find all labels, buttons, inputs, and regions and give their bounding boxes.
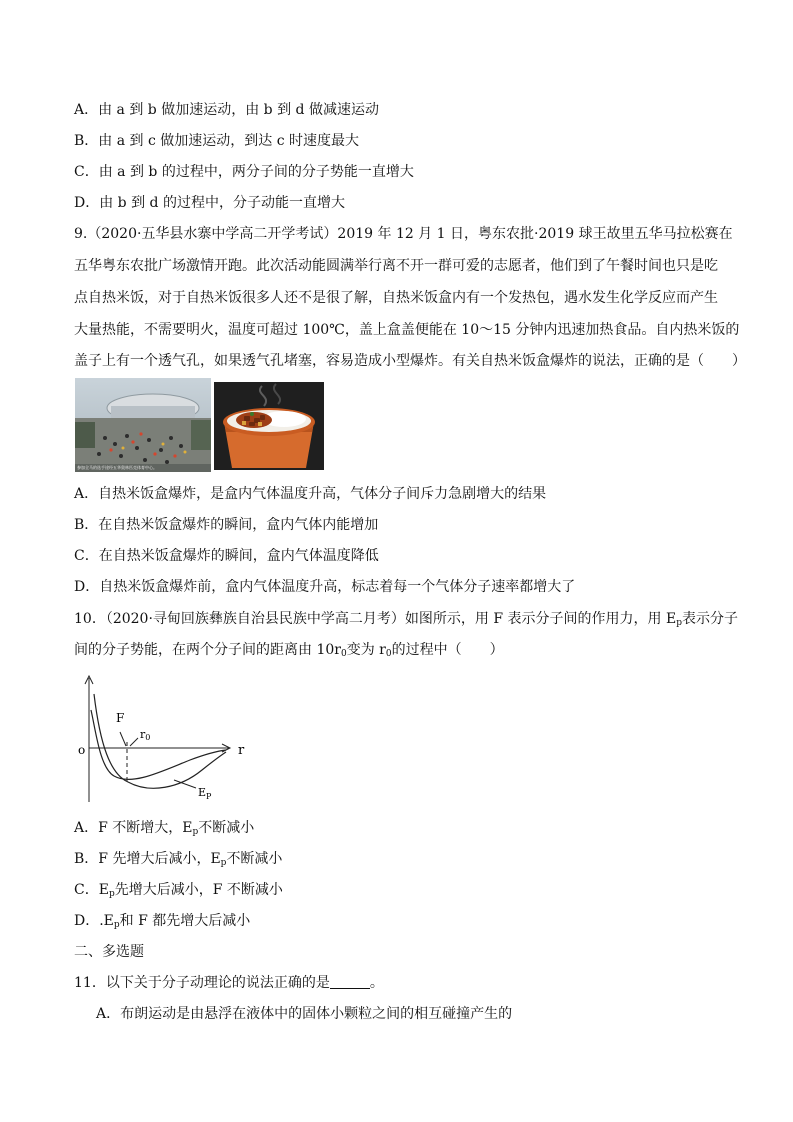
option-text: A．F 不断增大，E [74, 820, 193, 836]
option-text: 先增大后减小，F 不断减小 [114, 882, 283, 898]
q10-option-b [74, 849, 282, 873]
option-sub: p [108, 889, 115, 899]
q11-stem-text: 11．以下关于分子动理论的说法正确的是 [74, 975, 330, 991]
option-text: 不断减小 [198, 820, 255, 836]
q9-stem-line-1: 9.（2020·五华县水寨中学高二开学考试）2019 年 12 月 1 日，粤东农批·2019 球王故里五华马拉松赛在 [74, 226, 733, 242]
q10-stem-text: 的过程中（ ） [391, 642, 504, 658]
option-text: 不断减小 [226, 851, 283, 867]
option-text: B．F 先增大后减小，E [74, 851, 221, 867]
q10-stem-sub: 0 [385, 649, 392, 659]
f-label: F [116, 711, 125, 725]
option-sub: p [192, 827, 199, 837]
q9-stem-line-4: 大量热能，不需要明火，温度可超过 100℃，盖上盒盖便能在 10～15 分钟内迅速加热食品。自内热米饭的 [74, 322, 740, 338]
q9-stem-line-3: 点自热米饭，对于自热米饭很多人还不是很了解，自热米饭盒内有一个发热包，遇水发生化学反应而产生 [74, 290, 718, 306]
q10-option-a [74, 818, 254, 842]
self-heating-rice-photo-art [214, 382, 324, 470]
q8-option-d: D．由 b 到 d 的过程中，分子动能一直增大 [74, 195, 345, 211]
q9-option-d: D．自热米饭盒爆炸前，盒内气体温度升高，标志着每一个气体分子速率都增大了 [74, 579, 576, 595]
q11-option-a: A．布朗运动是由悬浮在液体中的固体小颗粒之间的相互碰撞产生的 [96, 1006, 513, 1022]
q10-stem-line-1 [74, 609, 738, 633]
q10-stem-sub: p [676, 618, 682, 628]
origin-label: o [78, 743, 86, 757]
marathon-photo-caption: 参加全马的选手途经五华奥林匹克体育中心。 [77, 465, 157, 470]
r0-label: r0 [140, 728, 151, 742]
q9-stem-line-2: 五华粤东农批广场激情开跑。此次活动能圆满举行离不开一群可爱的志愿者，他们到了午餐时间也只是吃 [74, 258, 718, 274]
option-text: C．E [74, 882, 109, 898]
option-text: D．.E [74, 913, 114, 929]
option-sub: p [113, 920, 120, 930]
answer-blank[interactable] [330, 974, 370, 989]
q9-stem-line-5: 盖子上有一个透气孔，如果透气孔堵塞，容易造成小型爆炸。有关自热米饭盒爆炸的说法，正确的是（ ） [74, 353, 746, 369]
q10-stem-text: 表示分子 [681, 611, 738, 627]
q10-stem-line-2 [74, 640, 726, 664]
force-potential-graph [70, 672, 260, 812]
q9-option-a: A．自热米饭盒爆炸，是盒内气体温度升高，气体分子间斥力急剧增大的结果 [74, 486, 547, 502]
q10-stem-text: 变为 r [346, 642, 386, 658]
marathon-photo [75, 378, 211, 472]
option-sub: p [220, 858, 227, 868]
q10-stem-text: 10．（2020·寻甸回族彝族自治县民族中学高二月考）如图所示，用 F 表示分子间的作用力，用 E [74, 611, 677, 627]
r-axis-label: r [238, 743, 245, 758]
f-pointer [120, 732, 126, 746]
q8-option-a: A．由 a 到 b 做加速运动，由 b 到 d 做减速运动 [74, 102, 379, 118]
ep-label: $E_P$ [198, 786, 212, 801]
q11-stem [74, 973, 384, 993]
q10-option-d [74, 911, 250, 935]
potential-energy-curve [94, 694, 226, 788]
q10-stem-text: 间的分子势能，在两个分子间的距离由 10r [74, 642, 341, 658]
q10-stem-sub: 0 [340, 649, 347, 659]
q9-option-b: B．在自热米饭盒爆炸的瞬间，盒内气体内能增加 [74, 517, 379, 533]
q8-option-c: C．由 a 到 b 的过程中，两分子间的分子势能一直增大 [74, 164, 414, 180]
force-curve [91, 710, 226, 779]
section-title-multiple-choice: 二、多选题 [74, 944, 144, 960]
q9-option-c: C．在自热米饭盒爆炸的瞬间，盒内气体温度降低 [74, 548, 379, 564]
self-heating-rice-photo [214, 382, 324, 470]
option-text: 和 F 都先增大后减小 [119, 913, 251, 929]
q10-option-c [74, 880, 283, 904]
q11-stem-text: 。 [369, 975, 384, 991]
marathon-photo-art [75, 378, 211, 472]
q8-option-b: B．由 a 到 c 做加速运动，到达 c 时速度最大 [74, 133, 360, 149]
r0-pointer [130, 738, 138, 746]
